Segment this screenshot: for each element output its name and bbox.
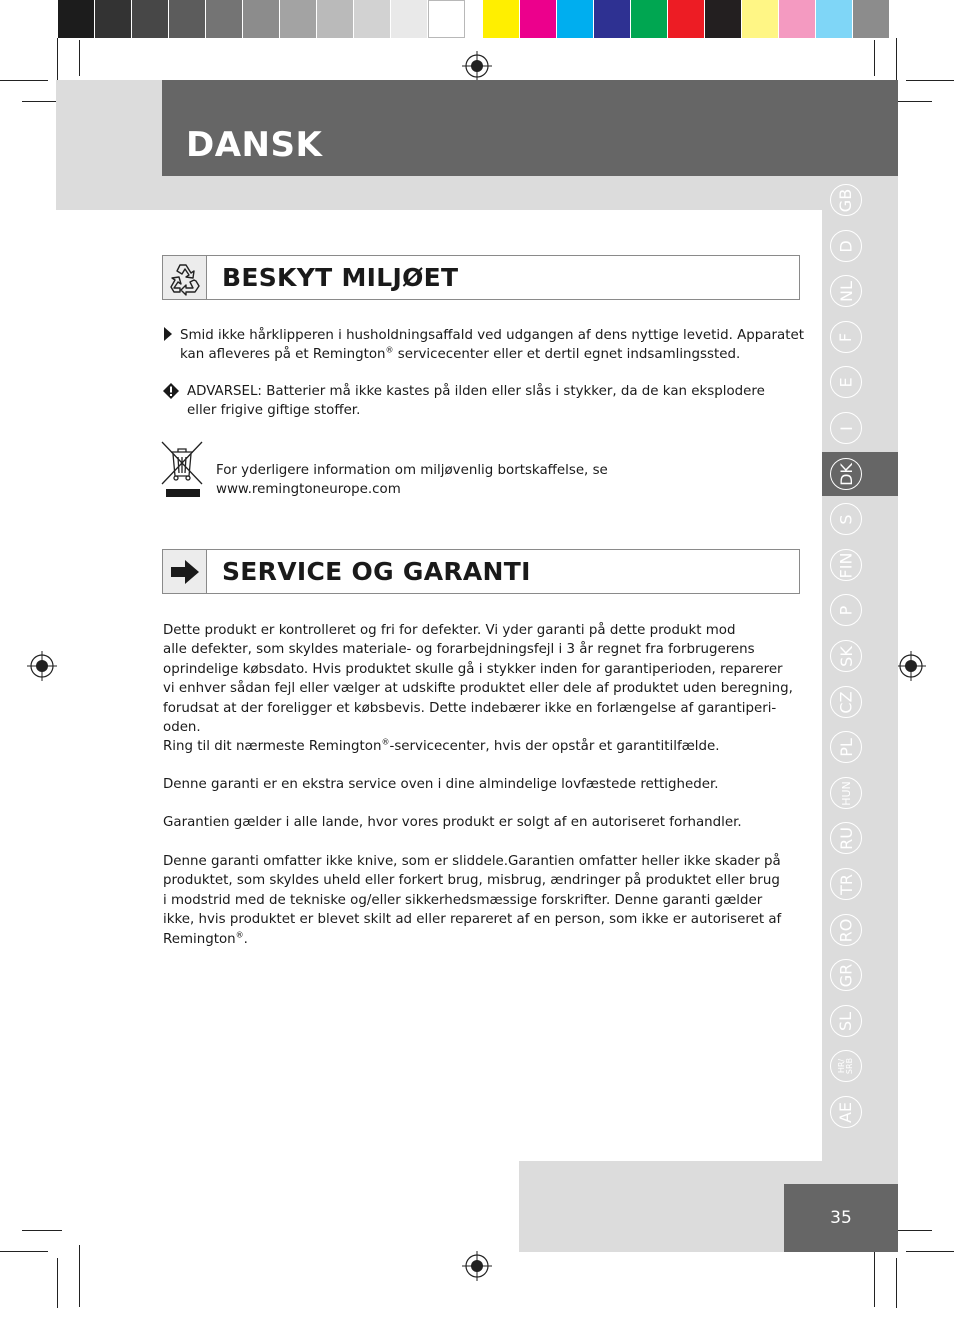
crop-mark (57, 1258, 58, 1308)
triangle-bullet-icon (163, 327, 173, 341)
color-swatch (853, 0, 890, 38)
gray-swatch (58, 0, 95, 38)
gray-swatch (391, 0, 428, 38)
gray-swatch (317, 0, 354, 38)
registration-mark-icon (462, 51, 492, 81)
gray-swatch (243, 0, 280, 38)
language-tab-nl[interactable] (830, 275, 862, 307)
crop-mark (874, 1245, 875, 1307)
language-tab-label: SK (836, 645, 856, 667)
language-tab-label: SL (836, 1011, 856, 1031)
language-tab-label: RO (836, 918, 856, 942)
language-tab-e[interactable] (830, 366, 862, 398)
language-tab-s[interactable] (830, 503, 862, 535)
crop-mark (892, 1230, 932, 1231)
crop-mark (906, 80, 954, 81)
warranty-countries: Garantien gælder i alle lande, hvor vores produkt er solgt af en autoriseret forhandler. (163, 815, 742, 830)
language-tab-hrsrb[interactable] (830, 1050, 862, 1082)
warranty-paragraph: Dette produkt er kontrolleret og fri for defekter. Vi yder garanti på dette produkt mod alle defekter, som skyldes materiale- og forarbejdningsfejl i 3 år regnet fra forbrugerens oprindelige købsdato. Hvis produktet skulle gå i stykker inden for garantiperioden, reparerer vi enhver sådan fejl eller vælger at udskifte produktet eller dele af produktet uden beregning, forudsat at der foreligger et købsbevis. Dette indebærer ikke en forlængelse af garantiperi- oden. Ring til dit nærmeste Remington®-servicecenter, hvis der opstår et garantitilfælde. (163, 623, 793, 755)
warning-diamond-icon (163, 383, 179, 399)
crop-mark (874, 40, 875, 76)
grayscale-calibration-bar (58, 0, 465, 38)
language-tab-label: F (836, 332, 856, 342)
color-swatch (816, 0, 853, 38)
color-swatch (557, 0, 594, 38)
language-tab-gb[interactable] (830, 184, 862, 216)
gray-swatch (95, 0, 132, 38)
gray-swatch (206, 0, 243, 38)
section-title: SERVICE OG GARANTI (222, 557, 531, 586)
language-tab-label: D (836, 239, 856, 253)
language-tab-label: S (836, 513, 856, 525)
language-tab-sk[interactable] (830, 640, 862, 672)
color-calibration-bar (483, 0, 890, 38)
section-header-service (162, 549, 800, 594)
crop-mark (892, 101, 932, 102)
language-tab-label: CZ (836, 690, 856, 714)
language-tab-label: GR (836, 963, 856, 987)
color-swatch (779, 0, 816, 38)
gray-swatch (132, 0, 169, 38)
language-tab-label: GB (836, 188, 856, 212)
warranty-exclusions: Denne garanti omfatter ikke knive, som er sliddele.Garantien omfatter heller ikke skader på produktet, som skyldes uheld eller forkert brug, misbrug, ændringer på produktet eller brug i modstrid med de tekniske og/eller sikkerhedsmæssige forskrifter. Denne garanti gælder ikke, hvis produktet er blevet skilt ad eller repareret af en person, som ikke er autoriseret af Remington®. (163, 854, 782, 947)
language-tab-ro[interactable] (830, 914, 862, 946)
language-tab-tr[interactable] (830, 868, 862, 900)
color-swatch (742, 0, 779, 38)
language-tab-label: FIN (836, 552, 856, 578)
recycling-info: For yderligere information om miljøvenlig bortskaffelse, se www.remingtoneurope.com (216, 461, 806, 500)
color-swatch (705, 0, 742, 38)
website-link[interactable]: www.remingtoneurope.com (216, 482, 401, 498)
color-swatch (631, 0, 668, 38)
battery-warning: ADVARSEL: Batterier må ikke kastes på ilden eller slås i stykker, da de kan eksplodere eller frigive giftige stoffer. (187, 384, 765, 419)
crossed-bin-icon (160, 440, 204, 500)
language-tab-cz[interactable] (830, 686, 862, 718)
registration-mark-icon (896, 651, 926, 681)
language-tab-gr[interactable] (830, 959, 862, 991)
language-tab-p[interactable] (830, 594, 862, 626)
language-tab-ae[interactable] (830, 1096, 862, 1128)
language-tab-label: PL (836, 737, 856, 757)
language-tab-label: NL (836, 280, 856, 302)
language-tab-label: HUN (839, 780, 853, 806)
crop-mark (79, 40, 80, 76)
crop-mark (79, 1245, 80, 1307)
language-tab-label: RU (836, 826, 856, 850)
language-tab-f[interactable] (830, 321, 862, 353)
language-tab-dk[interactable] (830, 458, 862, 490)
language-tab-label: HR/ SRB (837, 1057, 854, 1075)
recycle-icon (163, 256, 207, 299)
crop-mark (0, 80, 48, 81)
arrow-right-icon (163, 550, 207, 593)
language-tab-sl[interactable] (830, 1005, 862, 1037)
language-tab-ru[interactable] (830, 822, 862, 854)
gray-swatch (428, 0, 465, 38)
section-title: BESKYT MILJØET (222, 263, 459, 292)
color-swatch (520, 0, 557, 38)
crop-mark (906, 1251, 954, 1252)
language-tab-label: E (836, 376, 856, 388)
page-title: DANSK (186, 125, 323, 165)
gray-swatch (280, 0, 317, 38)
disposal-instruction: Smid ikke hårklipperen i husholdningsaffald ved udgangen af dens nyttige levetid. Apparatet kan afleveres på et Remington® servicecenter eller et dertil egnet indsamlingssted. (180, 328, 804, 363)
color-swatch (668, 0, 705, 38)
crop-mark (0, 1251, 48, 1252)
language-tab-i[interactable] (830, 412, 862, 444)
warranty-statutory-rights: Denne garanti er en ekstra service oven i dine almindelige lovfæstede rettigheder. (163, 777, 719, 792)
gray-swatch (354, 0, 391, 38)
language-tab-fin[interactable] (830, 549, 862, 581)
color-swatch (594, 0, 631, 38)
crop-mark (22, 1230, 62, 1231)
color-swatch (483, 0, 520, 38)
language-tab-label: AE (836, 1101, 856, 1123)
language-tab-label: I (836, 425, 856, 431)
registration-mark-icon (462, 1251, 492, 1281)
crop-mark (57, 38, 58, 86)
language-tab-hun[interactable] (830, 777, 862, 809)
language-tab-label: DK (836, 462, 856, 486)
language-tab-d[interactable] (830, 230, 862, 262)
registration-mark-icon (27, 651, 57, 681)
crop-mark (896, 1258, 897, 1308)
language-tab-label: P (836, 605, 856, 615)
crop-mark (896, 38, 897, 86)
page-number: 35 (784, 1184, 898, 1252)
language-tab-pl[interactable] (830, 731, 862, 763)
section-header-environment (162, 255, 800, 300)
gray-swatch (169, 0, 206, 38)
language-tab-label: TR (836, 873, 856, 895)
